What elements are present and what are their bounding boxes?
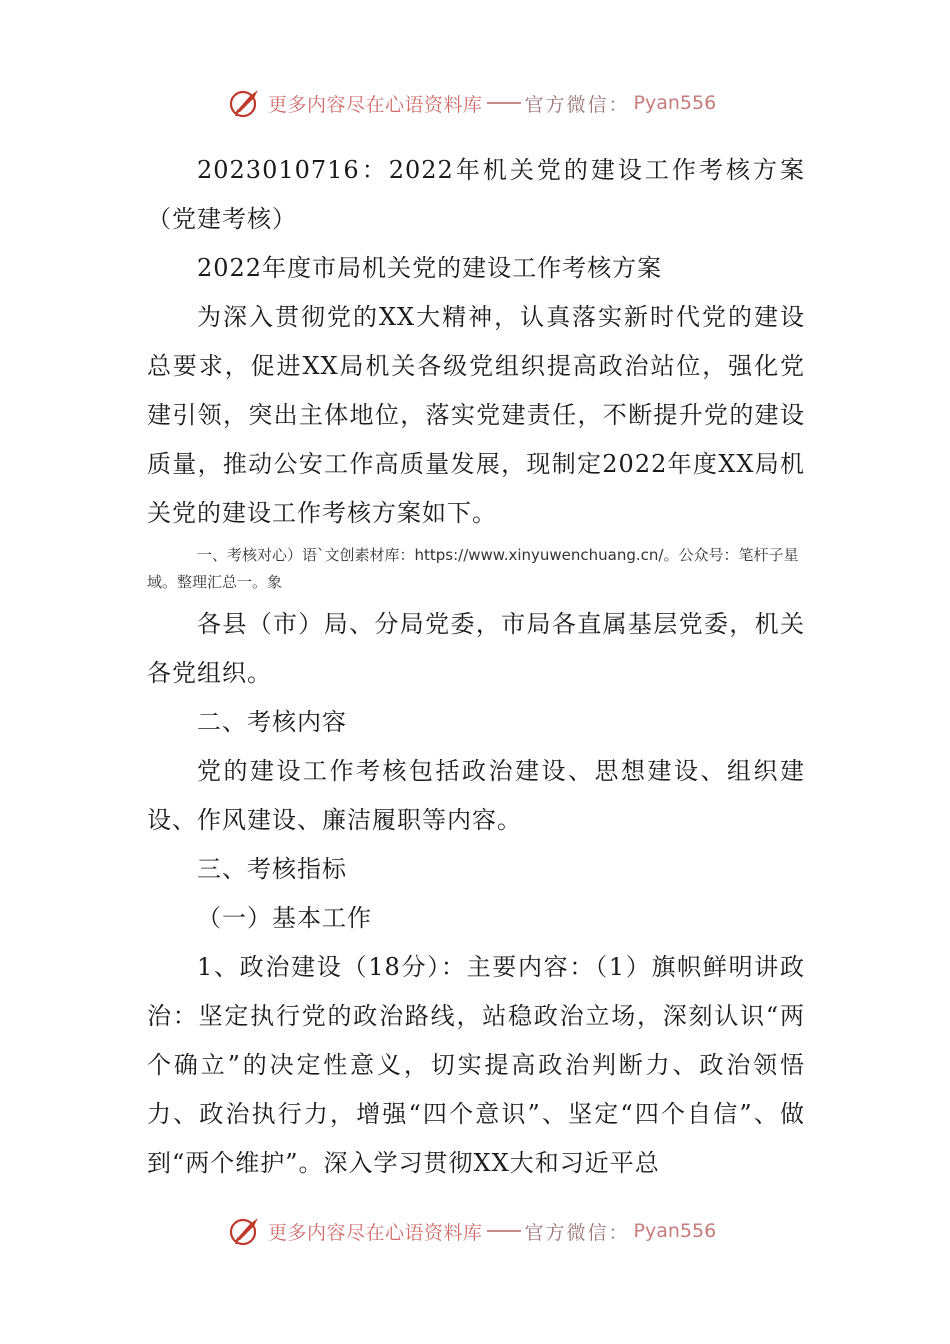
intro-paragraph: 为深入贯彻党的XX大精神，认真落实新时代党的建设总要求，促进XX局机关各级党组织提高政治站位，强化党建引领，突出主体地位，落实党建责任，不断提升党的建设质量，推动公安工作高质量发展，现制定2022年度XX局机关党的建设工作考核方案如下。: [147, 303, 805, 527]
item1-paragraph: 1、政治建设（18分）：主要内容：（1）旗帜鲜明讲政治：坚定执行党的政治路线，站稳政治立场，深刻认识“两个确立”的决定性意义，切实提高政治判断力、政治领悟力、政治执行力，增强“四个意识”、坚定“四个自信”、做到“两个维护”。深入学习贯彻XX大和习近平总: [147, 953, 805, 1177]
banner-sub-text: 官方微信：: [524, 93, 630, 116]
quill-logo-icon: [228, 86, 262, 120]
banner-main-text: 更多内容尽在心语资料库: [268, 1221, 483, 1244]
banner-wechat-id: Pyan556: [633, 92, 717, 114]
subsection1-heading: （一）基本工作: [197, 904, 372, 932]
document-body: [147, 146, 805, 1188]
scope-paragraph: 各县（市）局、分局党委，市局各直属基层党委，机关各党组织。: [147, 610, 805, 687]
document-subtitle: 2022年度市局机关党的建设工作考核方案: [197, 254, 663, 282]
watermark-notice: [147, 542, 805, 596]
banner-dash: [487, 102, 521, 104]
section2-heading: 二、考核内容: [197, 708, 347, 736]
quill-logo-icon: [228, 1214, 262, 1248]
banner-wechat-id: Pyan556: [633, 1220, 717, 1242]
document-title: 2023010716：2022年机关党的建设工作考核方案（党建考核）: [147, 156, 805, 233]
header-banner: [228, 83, 716, 123]
banner-main-text: 更多内容尽在心语资料库: [268, 93, 483, 116]
banner-sub-text: 官方微信：: [524, 1221, 630, 1244]
section2-paragraph: 党的建设工作考核包括政治建设、思想建设、组织建设、作风建设、廉洁履职等内容。: [147, 757, 805, 834]
section3-heading: 三、考核指标: [197, 855, 347, 883]
footer-banner: [228, 1211, 716, 1251]
banner-dash: [487, 1230, 521, 1232]
notice-text: 一、考核对心）语`文创素材库：https://www.xinyuwenchuang.cn/。公众号：笔杆子星域。整理汇总一。象: [147, 546, 799, 591]
